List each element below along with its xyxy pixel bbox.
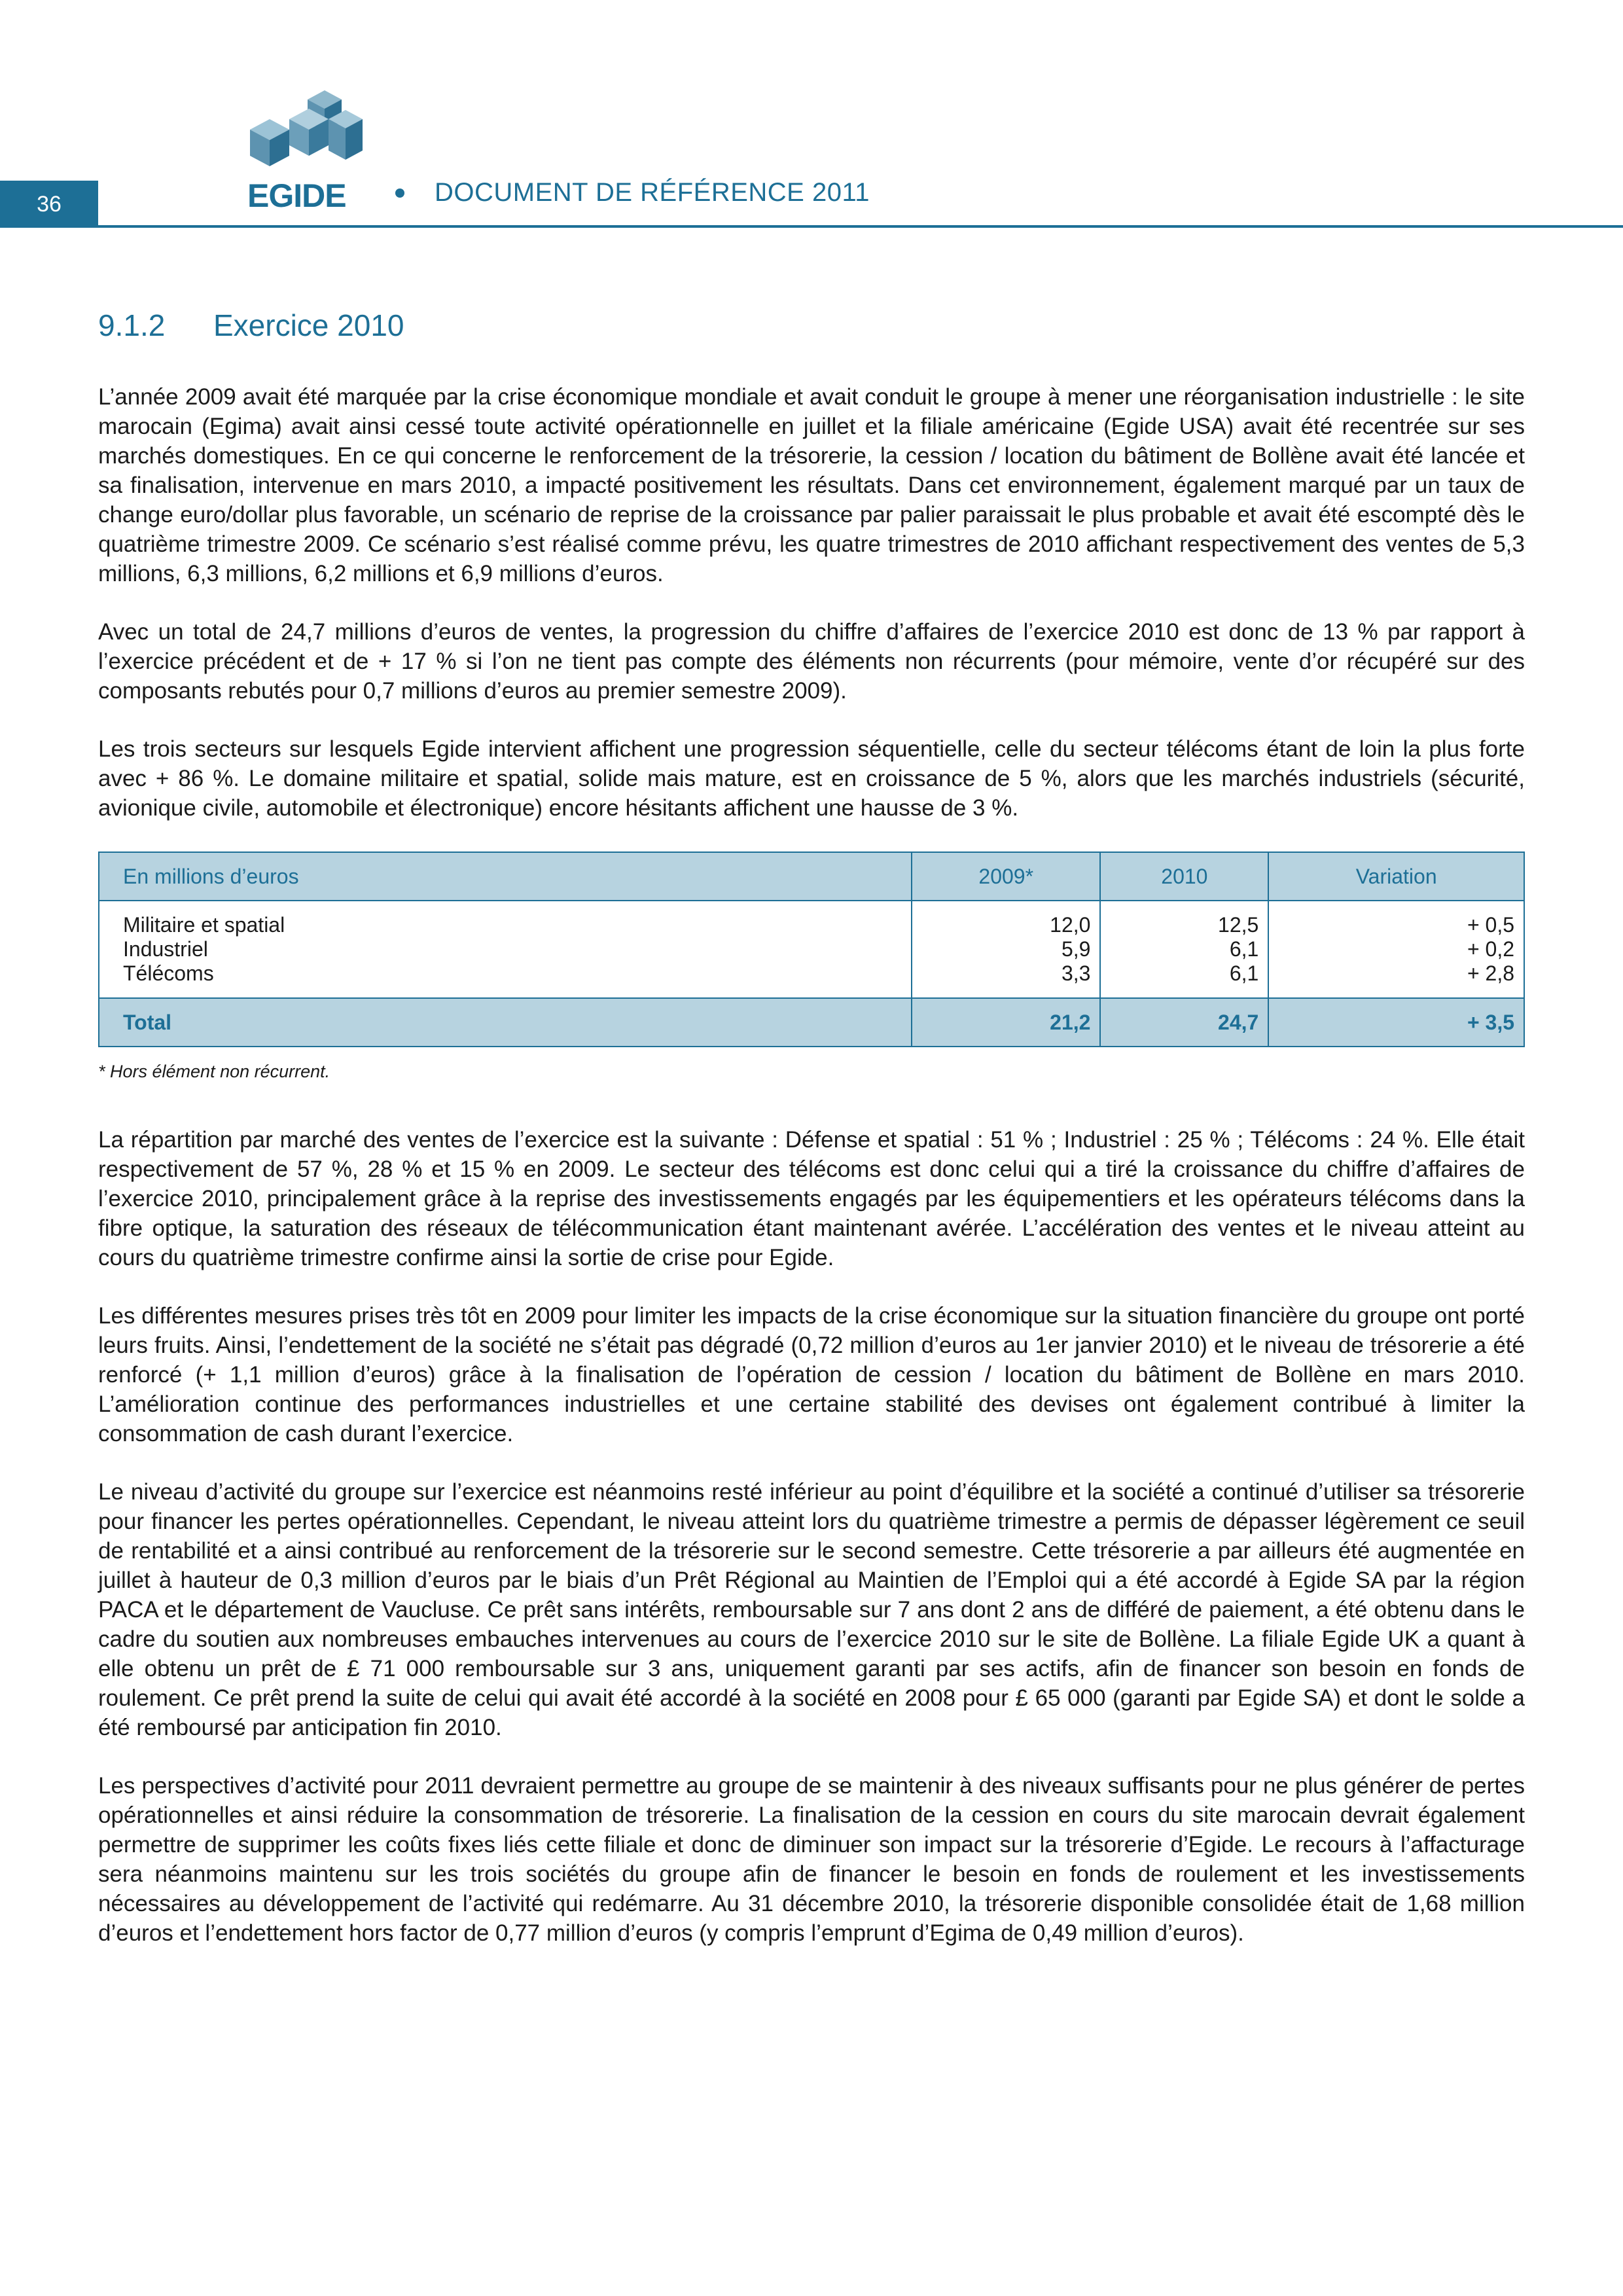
- variation-cell: [1268, 901, 1524, 998]
- total-variation: + 3,5: [1268, 998, 1524, 1047]
- table-cell: 6,1: [1229, 937, 1259, 961]
- paragraph: Les perspectives d’activité pour 2011 devraient permettre au groupe de se maintenir à des niveaux suffisants pour ne plus générer de pertes opérationnelles et ainsi réduire la consommation de trésorerie. La finalisation de la cession en cours du site marocain devrait également permettre de supprimer les coûts fixes liés cette filiale et donc de diminuer son impact sur la trésorerie d’Egide. Le recours à l’affacturage sera néanmoins maintenu sur les trois sociétés du groupe afin de financer le besoin en fonds de roulement et les investissements nécessaires au développement de l’activité qui redémarre. Au 31 décembre 2010, la trésorerie disponible consolidée était de 1,68 million d’euros et l’endettement hors factor de 0,77 million d’euros (y compris l’emprunt d’Egima de 0,49 million d’euros).: [98, 1773, 1525, 1946]
- paragraph: L’année 2009 avait été marquée par la crise économique mondiale et avait conduit le groupe à mener une réorganisation industrielle : le site marocain (Egima) avait ainsi cessé toute activité opérationnelle en juillet et la filiale américaine (Egide USA) avait été recentrée sur ses marchés domestiques. En ce qui concerne le renforcement de la trésorerie, la cession / location du bâtiment de Bollène avait été lancée et sa finalisation, intervenue en mars 2010, a impacté positivement les résultats. Dans cet environnement, également marqué par un taux de change euro/dollar plus favorable, un scénario de reprise de la croissance par palier paraissait le plus probable et avait été escompté dès le quatrième trimestre 2009. Ce scénario s’est réalisé comme prévu, les quatre trimestres de 2010 affichant respectivement des ventes de 5,3 millions, 6,3 millions, 6,2 millions et 6,9 millions d’euros.: [98, 384, 1525, 586]
- sector-label: Télécoms: [123, 961, 214, 985]
- column-header: Variation: [1268, 852, 1524, 901]
- table-cell: 6,1: [1229, 961, 1259, 985]
- table-cell: 3,3: [1061, 961, 1091, 985]
- sector-label: Industriel: [123, 937, 208, 961]
- table-total-row: [99, 998, 1524, 1047]
- sector-labels-cell: [99, 901, 912, 998]
- table-cell: + 0,2: [1467, 937, 1514, 961]
- table-cell: + 0,5: [1467, 913, 1514, 937]
- column-header: En millions d’euros: [99, 852, 912, 901]
- main-content: [98, 308, 1525, 1977]
- table-cell: 12,0: [1050, 913, 1091, 937]
- values-2010-cell: [1100, 901, 1268, 998]
- section-heading: [98, 308, 1525, 343]
- section-title: Exercice 2010: [213, 308, 404, 342]
- header-bullet-icon: [395, 188, 404, 198]
- paragraph: La répartition par marché des ventes de l’exercice est la suivante : Défense et spatial : 51 % ; Industriel : 25 % ; Télécoms : 24 %. Elle était respectivement de 57 %, 28 % et 15 % en 2009. Le secteur des télécoms est donc celui qui a tiré la croissance du chiffre d’affaires de l’exercice 2010, principalement grâce à la reprise des investissements engagés par les équipementiers et les opérateurs télécoms dans la fibre optique, la saturation des réseaux de télécommunication étant maintenant avérée. L’accélération des ventes et le niveau atteint au cours du quatrième trimestre confirme ainsi la sortie de crise pour Egide.: [98, 1127, 1525, 1270]
- total-2009: 21,2: [912, 998, 1100, 1047]
- total-label: Total: [99, 998, 912, 1047]
- page-number: 36: [0, 181, 98, 228]
- section-number: 9.1.2: [98, 308, 166, 342]
- sales-by-sector-table: [98, 852, 1525, 1047]
- paragraph: Les différentes mesures prises très tôt en 2009 pour limiter les impacts de la crise économique sur la situation financière du groupe ont porté leurs fruits. Ainsi, l’endettement de la société ne s’était pas dégradé (0,72 million d’euros au 1er janvier 2010) et le niveau de trésorerie a été renforcé (+ 1,1 million d’euros) grâce à la finalisation de l’opération de cession / location du bâtiment de Bollène en mars 2010. L’amélioration continue des performances industrielles et une certaine stabilité des devises ont également contribué à limiter la consommation de cash durant l’exercice.: [98, 1303, 1525, 1446]
- table-footnote: * Hors élément non récurrent.: [98, 1062, 330, 1081]
- values-2009-cell: [912, 901, 1100, 998]
- paragraph: Le niveau d’activité du groupe sur l’exercice est néanmoins resté inférieur au point d’équilibre et la société a continué d’utiliser sa trésorerie pour financer les pertes opérationnelles. Cependant, le niveau atteint lors du quatrième trimestre a permis de dépasser légèrement ce seuil de rentabilité et a ainsi contribué au renforcement de la trésorerie sur le second semestre. Cette trésorerie a par ailleurs été augmentée en juillet à hauteur de 0,3 million d’euros par le biais d’un Prêt Régional au Maintien de l’Emploi qui a été accordé à Egide SA par la région PACA et le département de Vaucluse. Ce prêt sans intérêts, remboursable sur 7 ans dont 2 ans de différé de paiement, a été obtenu dans le cadre du soutien aux nombreuses embauches intervenues au cours de l’exercice 2010 sur le site de Bollène. La filiale Egide UK a quant à elle obtenu un prêt de £ 71 000 remboursable sur 3 ans, uniquement garanti par ses actifs, afin de financer son besoin en fonds de roulement. Ce prêt prend la suite de celui qui avait été accordé à la société en 2008 pour £ 65 000 (garanti par Egide SA) et dont le solde a été remboursé par anticipation fin 2010.: [98, 1479, 1525, 1740]
- paragraph: Avec un total de 24,7 millions d’euros de ventes, la progression du chiffre d’affaires de l’exercice 2010 est donc de 13 % par rapport à l’exercice précédent et de + 17 % si l’on ne tient pas compte des éléments non récurrents (pour mémoire, vente d’or récupéré sur des composants rebutés pour 0,7 millions d’euros au premier semestre 2009).: [98, 619, 1525, 704]
- document-title: DOCUMENT DE RÉFÉRENCE 2011: [435, 178, 870, 207]
- table-cell: 5,9: [1061, 937, 1091, 961]
- paragraph: Les trois secteurs sur lesquels Egide intervient affichent une progression séquentielle, celle du secteur télécoms étant de loin la plus forte avec + 86 %. Le domaine militaire et spatial, solide mais mature, est en croissance de 5 %, alors que les marchés industriels (sécurité, avionique civile, automobile et électronique) encore hésitants affichent une hausse de 3 %.: [98, 736, 1525, 821]
- column-header: 2009*: [912, 852, 1100, 901]
- table-header-row: [99, 852, 1524, 901]
- column-header: 2010: [1100, 852, 1268, 901]
- table-cell: 12,5: [1218, 913, 1259, 937]
- total-2010: 24,7: [1100, 998, 1268, 1047]
- egide-logo-text: EGIDE: [247, 177, 346, 214]
- header-rule: [98, 225, 1623, 228]
- table-cell: + 2,8: [1467, 961, 1514, 985]
- sector-label: Militaire et spatial: [123, 913, 285, 937]
- table-body-row: [99, 901, 1524, 998]
